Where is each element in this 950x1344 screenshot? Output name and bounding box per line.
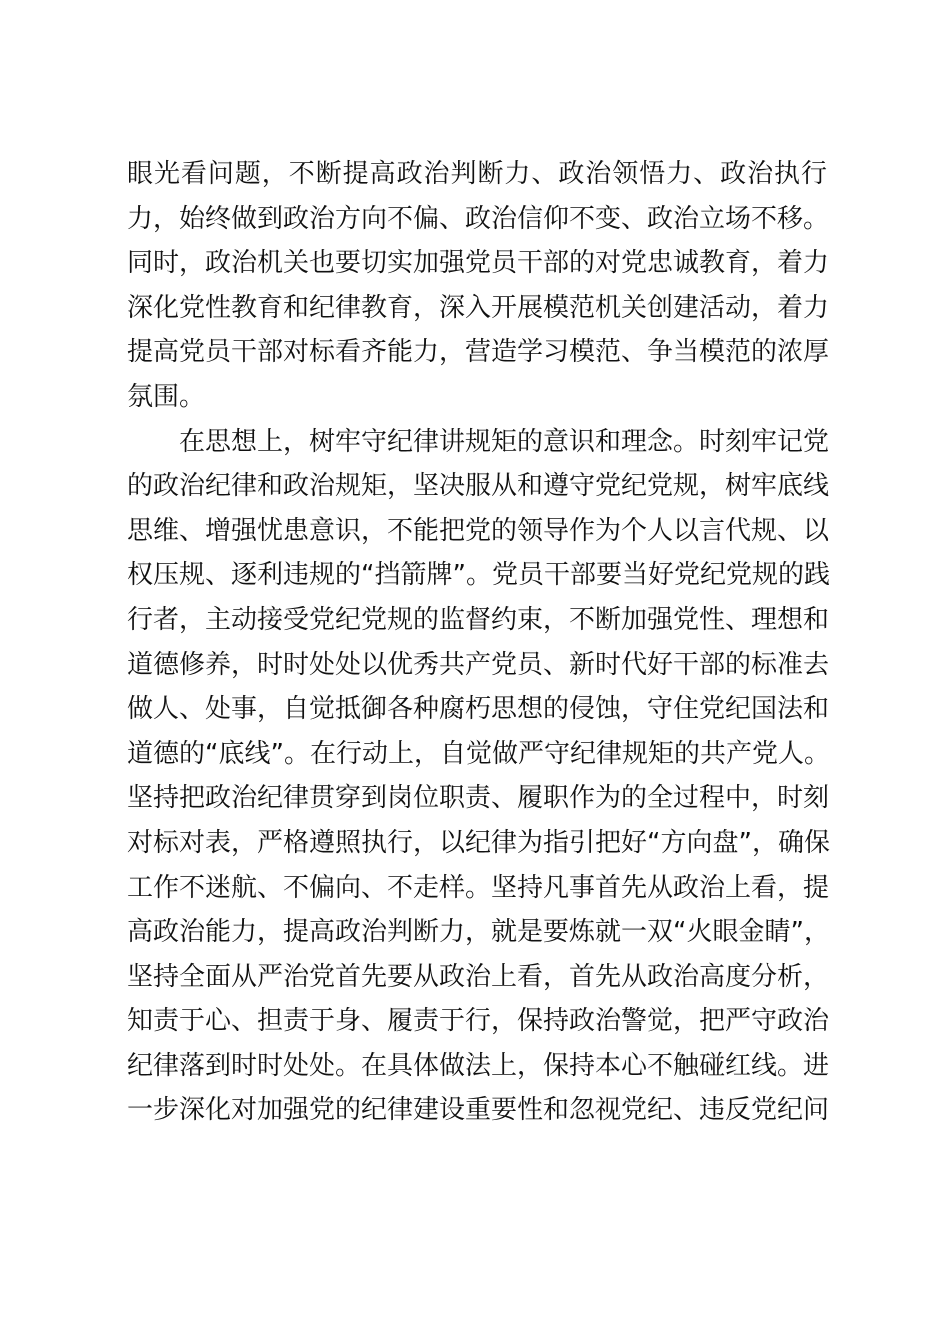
text-line: 的政治纪律和政治规矩，坚决服从和遵守党纪党规，树牢底线 — [127, 471, 830, 502]
text-line: 坚持全面从严治党首先要从政治上看，首先从政治高度分析， — [127, 961, 830, 992]
text-line: 权压规、逐利违规的“挡箭牌”。党员干部要当好党纪党规的践 — [127, 560, 830, 591]
text-line: 对标对表，严格遵照执行，以纪律为指引把好“方向盘”，确保 — [127, 827, 830, 858]
text-line: 道德修养，时时处处以优秀共产党员、新时代好干部的标准去 — [127, 649, 830, 680]
text-line: 眼光看问题，不断提高政治判断力、政治领悟力、政治执行 — [127, 159, 827, 189]
paragraph-start-line: 在思想上，树牢守纪律讲规矩的意识和理念。时刻牢记党 — [179, 426, 830, 457]
text-line: 一步深化对加强党的纪律建设重要性和忽视党纪、违反党纪问 — [127, 1095, 830, 1126]
text-line: 同时，政治机关也要切实加强党员干部的对党忠诚教育，着力 — [127, 248, 830, 279]
text-line: 提高党员干部对标看齐能力，营造学习模范、争当模范的浓厚 — [127, 337, 830, 368]
text-line: 工作不迷航、不偏向、不走样。坚持凡事首先从政治上看，提 — [127, 872, 830, 903]
text-line: 深化党性教育和纪律教育，深入开展模范机关创建活动，着力 — [127, 292, 830, 323]
text-line: 氛围。 — [127, 381, 206, 412]
text-line: 道德的“底线”。在行动上，自觉做严守纪律规矩的共产党人。 — [127, 738, 830, 769]
text-line: 做人、处事，自觉抵御各种腐朽思想的侵蚀，守住党纪国法和 — [127, 694, 830, 725]
text-line: 行者，主动接受党纪党规的监督约束，不断加强党性、理想和 — [127, 604, 830, 635]
text-line: 力，始终做到政治方向不偏、政治信仰不变、政治立场不移。 — [127, 203, 830, 234]
text-line: 纪律落到时时处处。在具体做法上，保持本心不触碰红线。进 — [127, 1050, 830, 1081]
body-text — [127, 152, 830, 1133]
text-line: 知责于心、担责于身、履责于行，保持政治警觉，把严守政治 — [127, 1006, 830, 1037]
text-line: 思维、增强忧患意识，不能把党的领导作为个人以言代规、以 — [127, 515, 830, 546]
text-line: 高政治能力，提高政治判断力，就是要炼就一双“火眼金睛”， — [127, 917, 830, 948]
text-line: 坚持把政治纪律贯穿到岗位职责、履职作为的全过程中，时刻 — [127, 783, 830, 814]
